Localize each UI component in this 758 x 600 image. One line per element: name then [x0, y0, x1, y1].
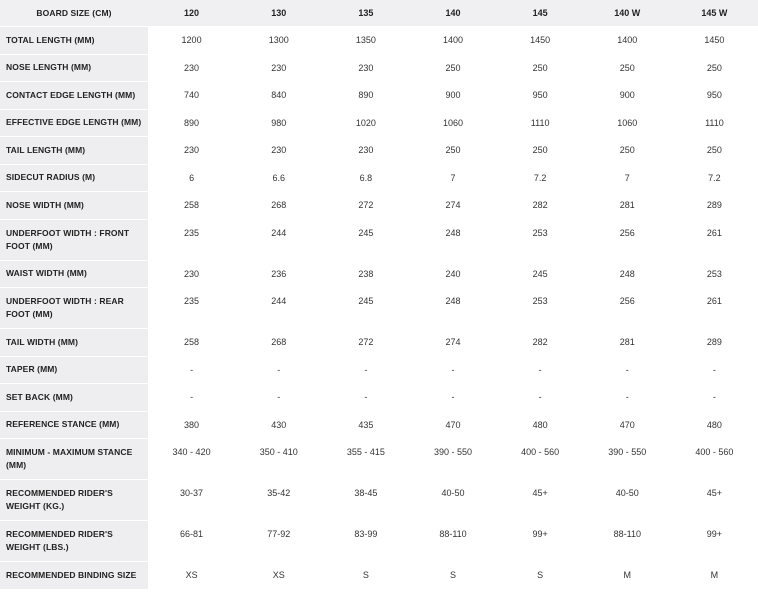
- row-cells: [148, 261, 758, 288]
- table-cell: 256: [619, 227, 635, 238]
- table-cell: 890: [358, 90, 374, 101]
- table-cell: 950: [706, 90, 722, 101]
- table-cell: 740: [184, 90, 200, 101]
- row-label: TAPER (MM): [0, 357, 148, 384]
- table-cell: 77-92: [267, 529, 291, 539]
- table-cell: -: [451, 364, 455, 375]
- table-cell: 7.2: [533, 172, 547, 183]
- size-header-130: 130: [271, 8, 287, 18]
- row-label: REFERENCE STANCE (MM): [0, 412, 148, 439]
- table-cell: 230: [184, 62, 200, 73]
- table-cell: 980: [271, 117, 287, 128]
- table-row: [0, 137, 758, 165]
- table-cell: 390 - 550: [433, 447, 472, 457]
- table-cell: 245: [358, 227, 374, 238]
- table-cell: 66-81: [180, 529, 204, 539]
- row-cells: [148, 110, 758, 137]
- table-cell: S: [449, 570, 456, 581]
- table-cell: -: [190, 392, 194, 403]
- table-cell: XS: [185, 570, 198, 581]
- table-cell: 282: [532, 337, 548, 348]
- table-row: [0, 329, 758, 357]
- size-header-135: 135: [358, 8, 374, 18]
- row-label: NOSE WIDTH (MM): [0, 192, 148, 219]
- table-cell: 900: [445, 90, 461, 101]
- table-cell: 268: [271, 337, 287, 348]
- table-row: [0, 521, 758, 562]
- table-row: [0, 82, 758, 110]
- table-cell: 1110: [705, 117, 724, 128]
- table-row: [0, 439, 758, 480]
- row-label: RECOMMENDED RIDER'S WEIGHT (LBS.): [0, 521, 148, 561]
- table-cell: 245: [358, 296, 374, 306]
- row-label: WAIST WIDTH (MM): [0, 261, 148, 288]
- row-label: SET BACK (MM): [0, 384, 148, 411]
- table-body: [0, 27, 758, 590]
- table-cell: 250: [532, 62, 548, 73]
- table-cell: 240: [445, 268, 461, 279]
- table-cell: 890: [184, 117, 200, 128]
- table-cell: 470: [619, 419, 635, 430]
- table-cell: 6.8: [359, 172, 373, 183]
- board-size-header: BOARD SIZE (CM): [0, 0, 148, 26]
- row-label: SIDECUT RADIUS (M): [0, 165, 148, 192]
- table-cell: XS: [272, 570, 285, 581]
- table-row: [0, 55, 758, 83]
- size-header-140w: 140 W: [614, 8, 641, 18]
- table-cell: -: [364, 364, 368, 375]
- table-cell: 238: [358, 268, 374, 279]
- table-cell: 230: [271, 62, 287, 73]
- table-cell: -: [451, 392, 455, 403]
- table-cell: 272: [358, 337, 374, 348]
- table-cell: 281: [619, 200, 635, 211]
- table-cell: 400 - 560: [521, 447, 560, 457]
- row-label: EFFECTIVE EDGE LENGTH (MM): [0, 110, 148, 137]
- table-cell: 274: [445, 200, 461, 211]
- table-row: [0, 165, 758, 193]
- table-cell: 7: [624, 172, 630, 183]
- table-cell: 289: [706, 337, 722, 348]
- table-cell: -: [190, 364, 194, 375]
- row-label: MINIMUM - MAXIMUM STANCE (MM): [0, 439, 148, 479]
- table-cell: -: [712, 364, 716, 375]
- table-cell: 40-50: [441, 488, 465, 498]
- table-cell: 250: [445, 145, 461, 156]
- table-cell: 261: [706, 296, 722, 306]
- table-cell: 258: [184, 337, 200, 348]
- table-cell: -: [712, 392, 716, 403]
- table-cell: 1400: [442, 35, 463, 46]
- table-cell: 274: [445, 337, 461, 348]
- table-cell: 250: [619, 62, 635, 73]
- row-cells: [148, 357, 758, 384]
- table-cell: 1400: [617, 35, 638, 46]
- table-row: [0, 384, 758, 412]
- table-cell: 6.6: [272, 172, 285, 183]
- row-cells: [148, 521, 758, 561]
- table-cell: 1110: [530, 117, 550, 128]
- table-cell: 256: [619, 296, 635, 306]
- table-cell: -: [625, 364, 629, 375]
- row-label: UNDERFOOT WIDTH : REAR FOOT (MM): [0, 288, 148, 328]
- table-cell: 480: [706, 419, 722, 430]
- table-cell: 40-50: [615, 488, 639, 498]
- table-cell: 840: [271, 90, 287, 101]
- table-cell: 1350: [355, 35, 376, 46]
- row-label: TAIL WIDTH (MM): [0, 329, 148, 356]
- table-cell: 7: [450, 172, 456, 183]
- table-cell: 7.2: [708, 172, 721, 183]
- table-cell: S: [537, 570, 544, 581]
- row-cells: [148, 329, 758, 356]
- table-cell: 253: [532, 296, 548, 306]
- table-cell: 470: [445, 419, 461, 430]
- row-cells: [148, 82, 758, 109]
- table-cell: 1060: [442, 117, 463, 128]
- table-cell: 236: [271, 268, 287, 279]
- row-cells: [148, 137, 758, 164]
- row-label: CONTACT EDGE LENGTH (MM): [0, 82, 148, 109]
- table-cell: 235: [184, 227, 200, 238]
- table-cell: 244: [271, 296, 287, 306]
- table-cell: 248: [445, 296, 461, 306]
- table-cell: 250: [706, 145, 722, 156]
- table-cell: 230: [358, 145, 374, 156]
- table-cell: 390 - 550: [608, 447, 647, 457]
- table-cell: 1450: [530, 35, 551, 46]
- table-cell: 268: [271, 200, 287, 211]
- table-cell: M: [710, 570, 719, 581]
- table-cell: 235: [184, 296, 200, 306]
- table-cell: 950: [532, 90, 548, 101]
- table-cell: 261: [706, 227, 722, 238]
- table-cell: 900: [619, 90, 635, 101]
- table-row: [0, 562, 758, 590]
- table-cell: 248: [619, 268, 635, 279]
- table-cell: 45+: [532, 488, 548, 498]
- table-cell: 35-42: [267, 488, 291, 498]
- table-cell: 1060: [617, 117, 638, 128]
- table-cell: 99+: [706, 529, 723, 539]
- table-cell: 6: [189, 172, 195, 183]
- table-cell: 230: [271, 145, 287, 156]
- table-cell: 250: [445, 62, 461, 73]
- table-cell: 435: [358, 419, 374, 430]
- size-header-cells: [148, 0, 758, 26]
- table-cell: 289: [706, 200, 722, 211]
- row-cells: [148, 412, 758, 439]
- table-row: [0, 27, 758, 55]
- table-cell: 88-110: [613, 529, 641, 539]
- row-label: TAIL LENGTH (MM): [0, 137, 148, 164]
- table-cell: 45+: [706, 488, 723, 498]
- row-cells: [148, 562, 758, 589]
- table-cell: -: [625, 392, 629, 403]
- table-cell: 380: [184, 419, 200, 430]
- table-cell: 272: [358, 200, 374, 211]
- table-cell: 400 - 560: [695, 447, 734, 457]
- table-cell: 230: [184, 268, 200, 279]
- row-cells: [148, 439, 758, 479]
- row-label: UNDERFOOT WIDTH : FRONT FOOT (MM): [0, 220, 148, 260]
- table-cell: S: [362, 570, 369, 581]
- row-label: NOSE LENGTH (MM): [0, 55, 148, 82]
- table-cell: 230: [358, 62, 374, 73]
- table-cell: -: [277, 364, 281, 375]
- table-cell: 250: [532, 145, 548, 156]
- table-row: [0, 480, 758, 521]
- table-cell: 1450: [704, 35, 725, 46]
- table-row: [0, 288, 758, 329]
- row-label: TOTAL LENGTH (MM): [0, 27, 148, 54]
- table-cell: 250: [706, 62, 722, 73]
- table-cell: 355 - 415: [346, 447, 385, 457]
- table-cell: 1200: [181, 35, 202, 46]
- row-cells: [148, 288, 758, 328]
- table-header-row: [0, 0, 758, 27]
- row-cells: [148, 480, 758, 520]
- row-cells: [148, 192, 758, 219]
- table-cell: 245: [532, 268, 548, 279]
- table-cell: 282: [532, 200, 548, 211]
- table-cell: 281: [619, 337, 635, 348]
- table-cell: 1020: [355, 117, 376, 128]
- table-row: [0, 110, 758, 138]
- row-cells: [148, 27, 758, 54]
- table-cell: 258: [184, 200, 200, 211]
- table-cell: 83-99: [354, 529, 378, 539]
- table-cell: 250: [619, 145, 635, 156]
- table-cell: 248: [445, 227, 461, 238]
- size-header-140: 140: [445, 8, 461, 18]
- row-cells: [148, 384, 758, 411]
- table-cell: -: [364, 392, 368, 403]
- table-cell: 99+: [532, 529, 548, 539]
- row-cells: [148, 220, 758, 260]
- table-cell: 430: [271, 419, 287, 430]
- table-cell: 38-45: [354, 488, 378, 498]
- table-row: [0, 261, 758, 289]
- row-cells: [148, 165, 758, 192]
- table-cell: 230: [184, 145, 200, 156]
- size-header-145: 145: [532, 8, 548, 18]
- table-cell: 480: [532, 419, 548, 430]
- row-cells: [148, 55, 758, 82]
- table-row: [0, 412, 758, 440]
- table-row: [0, 357, 758, 385]
- table-row: [0, 220, 758, 261]
- table-cell: 350 - 410: [259, 447, 298, 457]
- table-cell: 253: [532, 227, 548, 238]
- table-cell: 244: [271, 227, 287, 238]
- row-label: RECOMMENDED BINDING SIZE: [0, 562, 148, 589]
- table-cell: 1300: [268, 35, 289, 46]
- table-cell: -: [538, 392, 542, 403]
- table-cell: 88-110: [439, 529, 467, 539]
- table-cell: 253: [706, 268, 722, 279]
- size-header-120: 120: [184, 8, 200, 18]
- row-label: RECOMMENDED RIDER'S WEIGHT (KG.): [0, 480, 148, 520]
- table-row: [0, 192, 758, 220]
- table-cell: -: [538, 364, 542, 375]
- table-cell: M: [623, 570, 632, 581]
- size-header-145w: 145 W: [701, 8, 728, 18]
- table-cell: 30-37: [180, 488, 204, 498]
- table-cell: -: [277, 392, 281, 403]
- table-cell: 340 - 420: [172, 447, 211, 457]
